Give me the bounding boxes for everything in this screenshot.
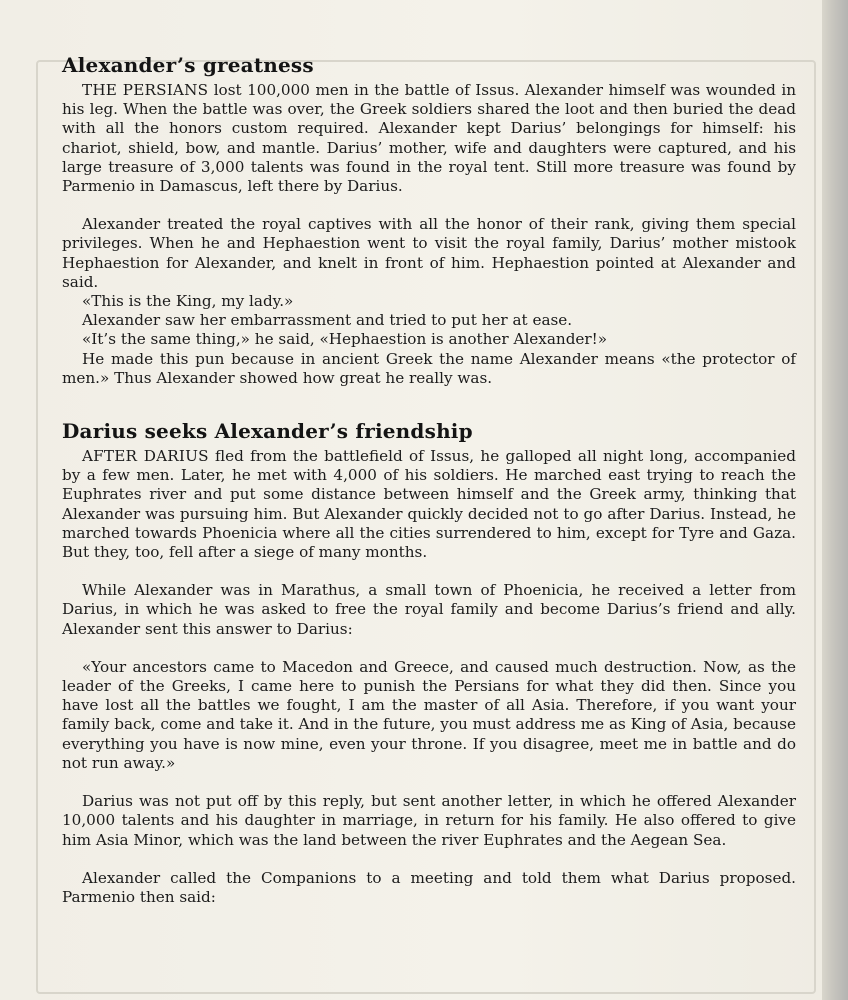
paragraph-lead-caps: AFTER DARIUS (82, 447, 209, 466)
paragraph (62, 81, 796, 196)
section-heading-darius-seeks-friendship: Darius seeks Alexander’s friendship (62, 419, 473, 444)
paragraph (62, 447, 796, 562)
paragraph: While Alexander was in Marathus, a small town of Phoenicia, he received a letter from Darius, in which he was asked to free the royal family and become Darius’s friend and ally. Alexander sent this answer to Darius: (62, 581, 796, 638)
paragraph: Alexander treated the royal captives with all the honor of their rank, giving them special privileges. When he and Hephaestion went to visit the royal family, Darius’ mother mistook Hephaestion for Alexander, and knelt in front of him. Hephaestion pointed at Alexander and said. (62, 215, 796, 291)
paragraph: He made this pun because in ancient Greek the name Alexander means «the protector of men.» Thus Alexander showed how great he really was. (62, 349, 796, 387)
paragraph-text: lost 100,000 men in the battle of Issus. Alexander himself was wounded in his leg. When the battle was over, the Greek soldiers shared the loot and then buried the dead with all the honors custom required. Alexander kept Darius’ belongings for himself: his chariot, shield, bow, and mantle. Darius’ mother, wife and daughters were captured, and his large treasure of 3,000 talents was found in the royal tent. Still more treasure was found by Parmenio in Damascus, left there by Darius. (62, 81, 796, 196)
letter-quote: «Your ancestors came to Macedon and Greece, and caused much destruction. Now, as the leader of the Greeks, I came here to punish the Persians for what they did then. Since you have lost all the battles we fought, I am the master of all Asia. Therefore, if you want your family back, come and take it. And in the future, you must address me as King of Asia, because everything you have is now mine, even your throne. If you disagree, meet me in battle and do not run away.» (62, 657, 796, 772)
paragraph: Alexander saw her embarrassment and tried to put her at ease. (82, 311, 573, 330)
paragraph: Darius was not put off by this reply, but sent another letter, in which he offered Alexander 10,000 talents and his daughter in marriage, in return for his family. He also offered to give him Asia Minor, which was the land between the river Euphrates and the Aegean Sea. (62, 792, 796, 849)
paragraph: Alexander called the Companions to a meeting and told them what Darius proposed. Parmenio then said: (62, 868, 796, 906)
quote-line: «This is the King, my lady.» (82, 292, 294, 311)
page-content (62, 52, 796, 907)
section-heading-alexanders-greatness: Alexander’s greatness (62, 53, 314, 77)
quote-line: «It’s the same thing,» he said, «Hephaestion is another Alexander!» (82, 330, 608, 349)
page-right-edge (822, 0, 848, 1000)
paragraph-lead-caps: THE PERSIANS (82, 81, 209, 99)
paragraph-text: fled from the battlefield of Issus, he galloped all night long, accompanied by a few men. Later, he met with 4,000 of his soldiers. He marched east trying to reach the Euphrates river and put some distance between himself and the Greek army, thinking that Alexander was pursuing him. But Alexander quickly decided not to go after Darius. Instead, he marched towards Phoenicia where all the cities surrendered to him, except for Tyre and Gaza. But they, too, fell after a siege of many months. (62, 447, 796, 562)
